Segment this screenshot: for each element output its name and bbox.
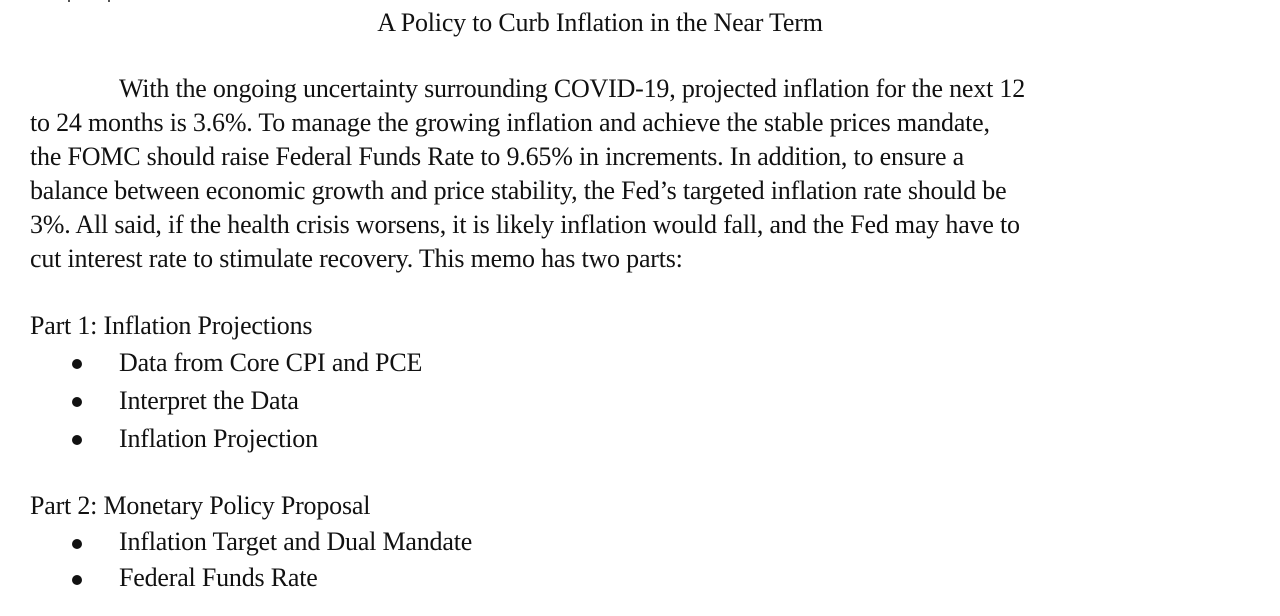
bullet-icon	[72, 435, 82, 445]
paragraph-line: to 24 months is 3.6%. To manage the growing inflation and achieve the stable prices mandate,	[30, 108, 990, 137]
list-item-label: Federal Funds Rate	[119, 563, 318, 592]
document-title: A Policy to Curb Inflation in the Near Term	[377, 8, 823, 37]
bullet-icon	[72, 397, 82, 407]
part-1-heading: Part 1: Inflation Projections	[30, 311, 313, 340]
bullet-icon	[72, 359, 82, 369]
list-item	[30, 382, 422, 420]
top-edge-marks	[30, 0, 150, 4]
list-item	[30, 344, 422, 382]
part-2-heading: Part 2: Monetary Policy Proposal	[30, 491, 371, 520]
list-item	[30, 560, 472, 596]
list-item-label: Inflation Target and Dual Mandate	[119, 527, 473, 556]
bullet-icon	[72, 539, 82, 549]
paragraph-line: the FOMC should raise Federal Funds Rate to 9.65% in increments. In addition, to ensure a	[30, 142, 964, 171]
paragraph-line: 3%. All said, if the health crisis worsens, it is likely inflation would fall, and the Fed may have to	[30, 210, 1020, 239]
paragraph-line: With the ongoing uncertainty surrounding COVID-19, projected inflation for the next 12	[119, 74, 1025, 103]
list-item	[30, 420, 422, 458]
bullet-icon	[72, 575, 82, 585]
list-item	[30, 524, 472, 560]
paragraph-line: balance between economic growth and price stability, the Fed’s targeted inflation rate should be	[30, 176, 1007, 205]
part-2-list	[30, 524, 472, 596]
list-item-label: Inflation Projection	[119, 424, 318, 453]
intro-paragraph	[30, 72, 1180, 276]
part-1-section	[30, 308, 422, 458]
part-1-list	[30, 344, 422, 458]
paragraph-line: cut interest rate to stimulate recovery. This memo has two parts:	[30, 244, 683, 273]
list-item-label: Data from Core CPI and PCE	[119, 348, 423, 377]
list-item-label: Interpret the Data	[119, 386, 299, 415]
part-2-section	[30, 488, 472, 596]
